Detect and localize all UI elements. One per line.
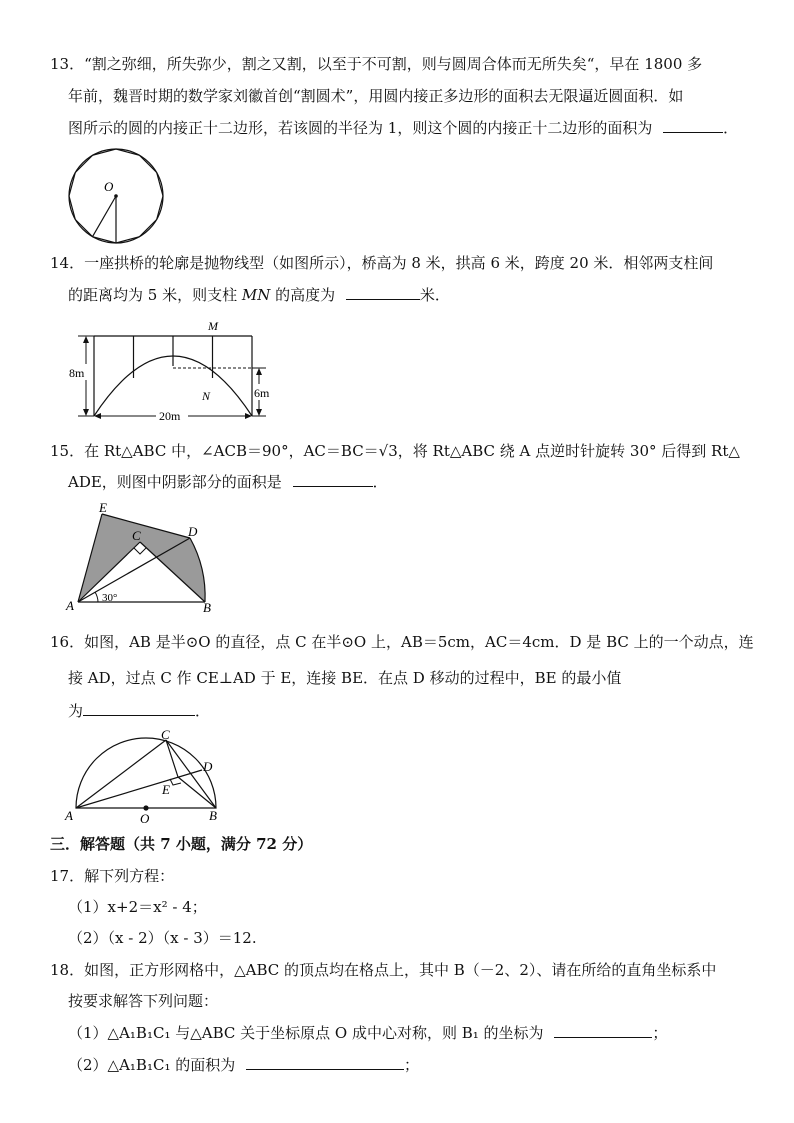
q16-text-3: 为 [68, 702, 84, 720]
q13-line1 [50, 54, 702, 74]
label-E: E [99, 500, 107, 515]
q16-end: ． [195, 702, 211, 720]
dodecagon-figure [64, 146, 168, 246]
label-angle: 30° [102, 592, 118, 604]
q18-text-1: 如图，正方形网格中，△ABC 的顶点均在格点上，其中 B（－2、2）、请在所给的直角坐标系中 [84, 961, 717, 979]
q18-part1-end: ； [652, 1024, 668, 1042]
answer-blank[interactable] [246, 1054, 404, 1070]
right-angle-mark [170, 779, 181, 785]
label-C: C [161, 727, 170, 742]
label-M: M [208, 319, 218, 333]
label-D: D [188, 524, 198, 539]
q13-end: ． [723, 119, 739, 137]
q13-text-1: “割之弥细，所失弥少，割之又割，以至于不可割，则与圆周合体而无所失矣“，早在 1800 多 [84, 55, 703, 73]
q14-text-2a: 的距离均为 5 米，则支柱 [68, 286, 242, 304]
q14-text-1: 一座拱桥的轮廓是抛物线型（如图所示），桥高为 8 米，拱高 6 米，跨度 20 米．相邻两支柱间 [84, 254, 714, 272]
label-E: E [162, 782, 170, 797]
q17-part2: （2）（x - 2）（x - 3）＝12. [68, 929, 257, 947]
q18-part1-text: （1）△A₁B₁C₁ 与△ABC 关于坐标原点 O 成中心对称，则 B₁ 的坐标为 [68, 1024, 544, 1042]
q14-text-2b: 的高度为 [270, 286, 336, 304]
q14-mn: MN [241, 286, 271, 304]
q14-text-2c: 米． [419, 286, 450, 304]
arrow-down [256, 409, 262, 416]
q18-part2-end: ； [404, 1056, 420, 1074]
arrow-down [83, 409, 89, 416]
question-number: 17． [50, 867, 85, 885]
question-number: 15． [50, 442, 85, 460]
q15-end: ． [372, 473, 388, 491]
label-N: N [202, 389, 211, 403]
q13-text-3: 图所示的圆的内接正十二边形，若该圆的半径为 1，则这个圆的内接正十二边形的面积为 [68, 119, 653, 137]
q16-line3 [68, 700, 210, 721]
segment-CB [166, 740, 216, 808]
semicircle [76, 738, 216, 808]
q18-line1 [50, 960, 716, 980]
segment-AC [76, 740, 166, 808]
q15-line2 [68, 471, 388, 492]
label-O: O [140, 811, 150, 826]
answer-blank[interactable] [83, 700, 195, 716]
label-O: O [104, 179, 114, 194]
semicircle-figure [62, 726, 230, 826]
q18-part1 [68, 1022, 667, 1043]
question-number: 16． [50, 633, 85, 651]
question-number: 18． [50, 961, 85, 979]
radius-2 [93, 196, 117, 237]
answer-blank[interactable] [346, 284, 420, 300]
rotation-figure [62, 500, 222, 618]
label-D: D [203, 759, 213, 774]
q16-text-2: 接 AD，过点 C 作 CE⊥AD 于 E，连接 BE．在点 D 移动的过程中，BE 的最小值 [68, 669, 622, 687]
question-number: 14． [50, 254, 85, 272]
q13-text-2: 年前，魏晋时期的数学家刘徽首创“割圆术”，用圆内接正多边形的面积去无限逼近圆面积．如 [68, 87, 684, 105]
q17-part1: （1）x+2＝x² - 4； [68, 898, 207, 916]
bridge-figure [66, 316, 286, 428]
q18-part2-text: （2）△A₁B₁C₁ 的面积为 [68, 1056, 236, 1074]
center-point [114, 194, 118, 198]
q14-line2 [68, 284, 450, 305]
label-B: B [209, 808, 217, 823]
q15-line1 [50, 441, 740, 461]
answer-blank[interactable] [554, 1022, 652, 1038]
segment-AD [76, 770, 202, 808]
label-20m: 20m [159, 409, 181, 423]
q18-part2 [68, 1054, 419, 1075]
segment-CE [166, 740, 178, 777]
q17-text-1: 解下列方程： [84, 867, 175, 885]
label-6m: 6m [254, 386, 270, 400]
label-C: C [132, 528, 141, 543]
q15-text-1: 在 Rt△ABC 中，∠ACB＝90°，AC＝BC＝√3，将 Rt△ABC 绕 A 点逆时针旋转 30° 后得到 Rt△ [84, 442, 740, 460]
label-A: A [66, 598, 74, 613]
section-title: 三．解答题（共 7 小题，满分 72 分） [50, 835, 313, 853]
label-8m: 8m [69, 366, 85, 380]
q16-text-1: 如图，AB 是半⊙O 的直径，点 C 在半⊙O 上，AB＝5cm，AC＝4cm．D 是 BC 上的一个动点，连 [84, 633, 754, 651]
center-point [143, 805, 148, 810]
arrow-up [83, 336, 89, 343]
label-B: B [203, 600, 211, 615]
q17-line1 [50, 866, 174, 886]
q18-text-2: 按要求解答下列问题： [68, 992, 219, 1010]
arrow-up [256, 368, 262, 375]
q13-line3 [68, 117, 738, 138]
answer-blank[interactable] [293, 471, 373, 487]
q14-line1 [50, 253, 713, 273]
label-A: A [65, 808, 73, 823]
q16-line1 [50, 632, 754, 652]
answer-blank[interactable] [663, 117, 723, 133]
q15-text-2: ADE，则图中阴影部分的面积是 [68, 473, 282, 491]
question-number: 13． [50, 55, 85, 73]
